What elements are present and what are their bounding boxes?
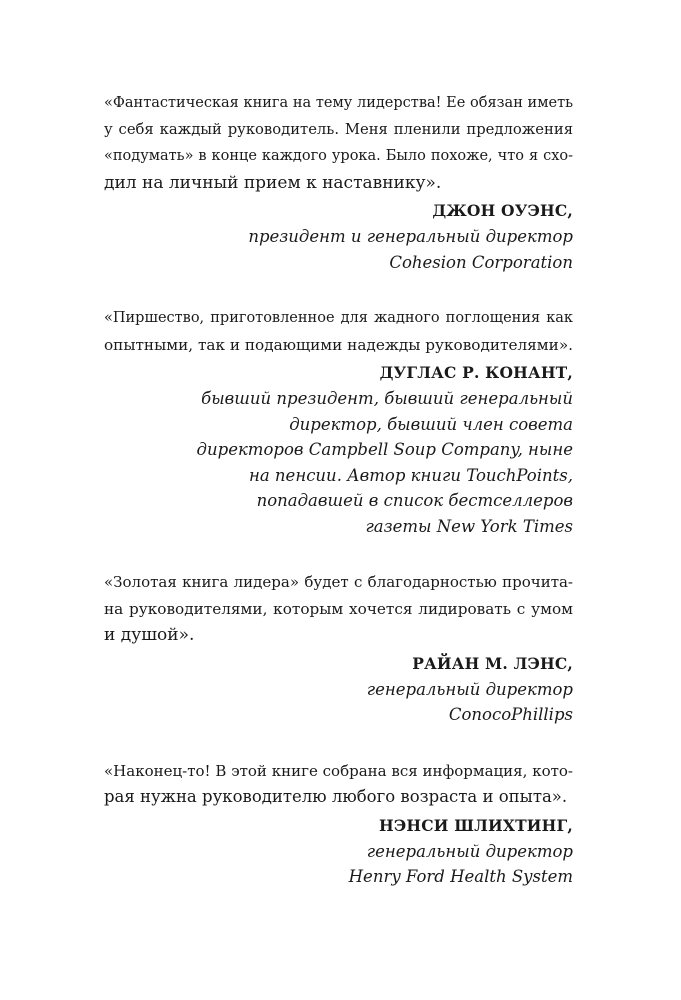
- author-role-line: президент и генеральный директор: [248, 227, 573, 246]
- attribution: [104, 360, 573, 539]
- attribution: [104, 198, 573, 275]
- quote-text: [104, 305, 573, 358]
- author-role-line: директоров Campbell Soup Company, ныне: [196, 440, 573, 459]
- quote-line: «подумать» в конце каждого урока. Было похоже, что я схо-: [104, 148, 573, 164]
- author-role-line: директор, бывший член совета: [289, 414, 573, 434]
- author-role-line: ConocoPhillips: [448, 705, 573, 724]
- quote-line: и душой».: [104, 625, 195, 645]
- author-name: РАЙАН М. ЛЭНС,: [412, 653, 573, 673]
- quote-line: рая нужна руководителю любого возраста и опыта».: [104, 787, 568, 806]
- quote-line: «Золотая книга лидера» будет с благодарностью прочита-: [104, 573, 573, 591]
- author-role-line: Henry Ford Health System: [348, 867, 573, 886]
- quote-line: «Пиршество, приготовленное для жадного поглощения как: [104, 310, 573, 326]
- attribution: [104, 651, 573, 728]
- book-page: [104, 90, 573, 920]
- author-role-line: бывший президент, бывший генеральный: [201, 389, 573, 408]
- author-role-line: генеральный директор: [366, 841, 573, 861]
- quote-line: опытными, так и подающими надежды руководителями».: [104, 335, 573, 354]
- quote-text: [104, 569, 573, 649]
- testimonial-schlichting: [104, 758, 573, 890]
- author-role-line: попадавшей в список бестселлеров: [256, 491, 573, 510]
- author-role-line: генеральный директор: [366, 679, 573, 699]
- testimonial-owens: [104, 90, 573, 275]
- author-name: ДУГЛАС Р. КОНАНТ,: [379, 363, 573, 382]
- author-name: НЭНСИ ШЛИХТИНГ,: [379, 815, 573, 835]
- quote-line: дил на личный прием к наставнику».: [104, 172, 442, 193]
- author-name: ДЖОН ОУЭНС,: [432, 201, 573, 220]
- quote-text: [104, 758, 573, 811]
- quote-line: у себя каждый руководитель. Меня пленили предложения: [104, 120, 573, 138]
- attribution: [104, 813, 573, 890]
- testimonial-lance: [104, 569, 573, 728]
- author-role-line: газеты New York Times: [365, 516, 573, 536]
- author-role-line: Cohesion Corporation: [389, 252, 573, 272]
- quote-line: «Наконец-то! В этой книге собрана вся информация, кото-: [104, 761, 573, 780]
- testimonial-conant: [104, 305, 573, 539]
- author-role-line: на пенсии. Автор книги TouchPoints,: [248, 465, 573, 485]
- quote-text: [104, 90, 573, 196]
- quote-line: «Фантастическая книга на тему лидерства! Ее обязан иметь: [104, 95, 573, 111]
- quote-line: на руководителями, которым хочется лидировать с умом: [104, 599, 573, 618]
